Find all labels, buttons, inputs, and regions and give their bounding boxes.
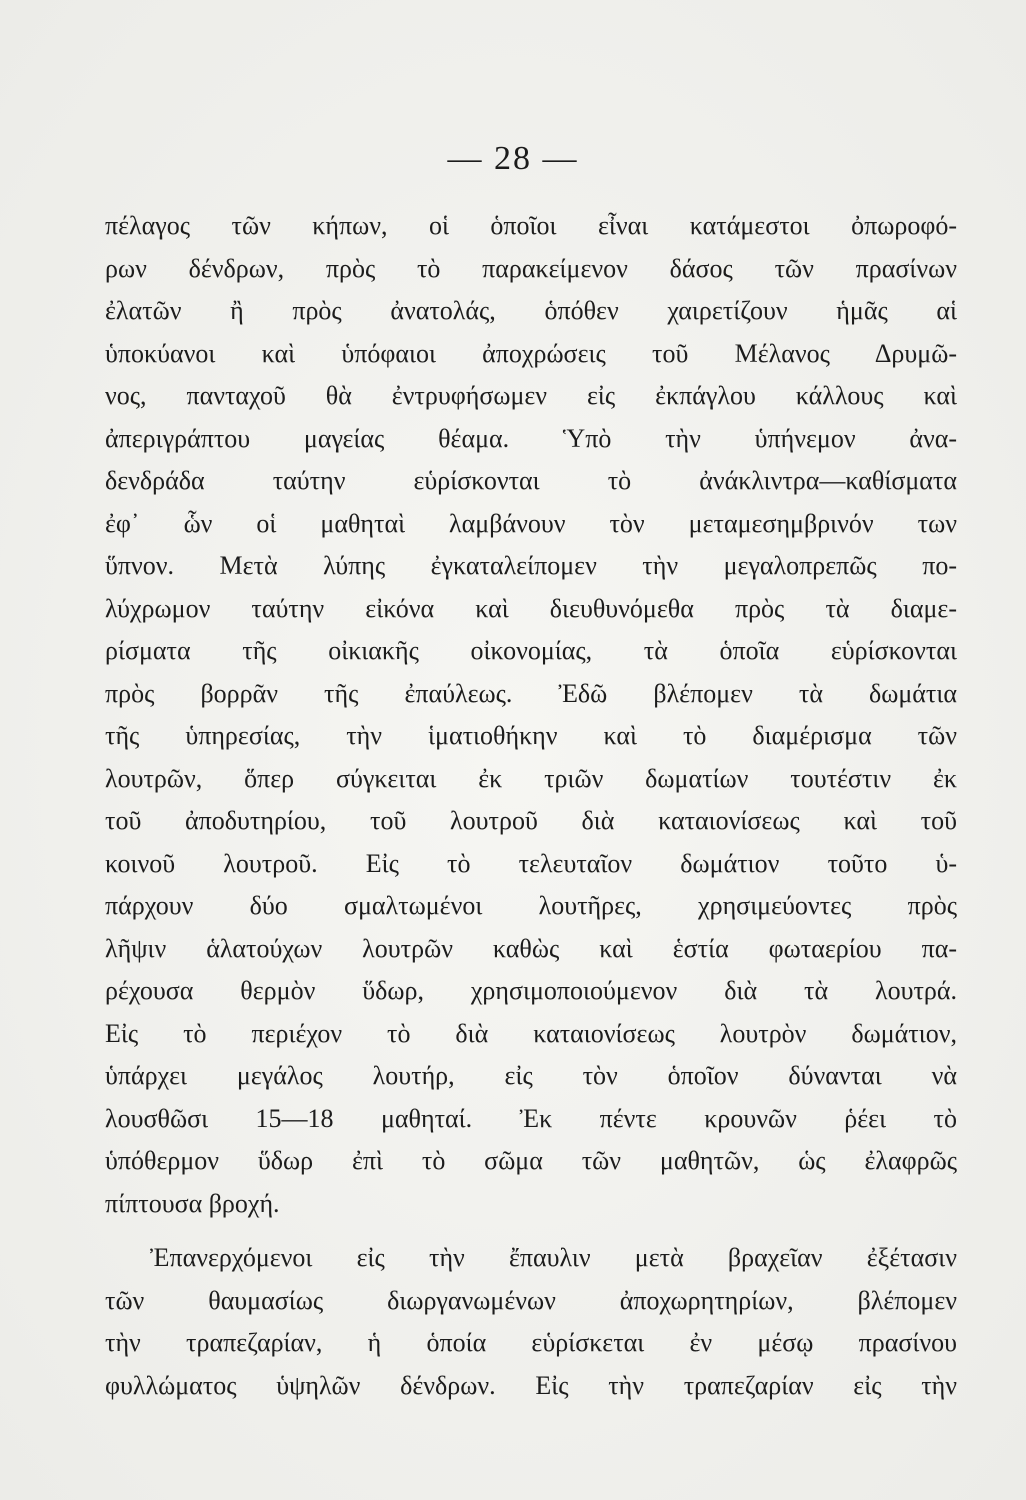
paragraph-gap: [105, 1225, 957, 1237]
text-line: ὑποκύανοι καὶ ὑπόφαιοι ἀποχρώσεις τοῦ Μέλανος Δρυμῶ-: [105, 338, 957, 368]
text-line: λῆψιν ἁλατούχων λουτρῶν καθὼς καὶ ἑστία φωταερίου πα-: [105, 933, 957, 963]
text-line: Εἰς τὸ περιέχον τὸ διὰ καταιονίσεως λουτρὸν δωμάτιον,: [105, 1018, 957, 1048]
text-line: τῶν θαυμασίως διωργανωμένων ἀποχωρητηρίων, βλέπομεν: [105, 1285, 957, 1315]
text-line: ρέχουσα θερμὸν ὕδωρ, χρησιμοποιούμενον διὰ τὰ λουτρά.: [105, 976, 957, 1005]
text-line: λουτρῶν, ὅπερ σύγκειται ἐκ τριῶν δωματίων τουτέστιν ἐκ: [105, 763, 957, 793]
text-line: ἐφ᾽ ὧν οἱ μαθηταὶ λαμβάνουν τὸν μεταμεσημβρινόν των: [105, 508, 957, 538]
text-line: Ἐπανερχόμενοι εἰς τὴν ἔπαυλιν μετὰ βραχεῖαν ἐξέτασιν: [150, 1243, 957, 1272]
text-line: φυλλώματος ὑψηλῶν δένδρων. Εἰς τὴν τραπεζαρίαν εἰς τὴν: [105, 1370, 957, 1400]
text-line: ἀπεριγράπτου μαγείας θέαμα. Ὑπὸ τὴν ὑπήνεμον ἀνα-: [105, 423, 957, 453]
paragraph: [105, 1237, 957, 1407]
text-line: ὑπάρχει μεγάλος λουτήρ, εἰς τὸν ὁποῖον δύνανται νὰ: [105, 1061, 957, 1090]
body-text: [105, 205, 957, 1407]
text-line: δενδράδα ταύτην εὑρίσκονται τὸ ἀνάκλιντρα—καθίσματα: [105, 466, 957, 495]
text-line: ρίσματα τῆς οἰκιακῆς οἰκονομίας, τὰ ὁποῖα εὑρίσκονται: [105, 636, 957, 665]
text-line: ὑπόθερμον ὕδωρ ἐπὶ τὸ σῶμα τῶν μαθητῶν, ὡς ἐλαφρῶς: [105, 1146, 957, 1175]
paragraph: [105, 205, 957, 1225]
text-line: ἐλατῶν ἢ πρὸς ἀνατολάς, ὁπόθεν χαιρετίζουν ἡμᾶς αἱ: [105, 296, 957, 325]
text-line: νος, πανταχοῦ θὰ ἐντρυφήσωμεν εἰς ἐκπάγλου κάλλους καὶ: [105, 381, 957, 410]
text-line: λύχρωμον ταύτην εἰκόνα καὶ διευθυνόμεθα πρὸς τὰ διαμε-: [105, 593, 957, 623]
text-line: τῆς ὑπηρεσίας, τὴν ἱματιοθήκην καὶ τὸ διαμέρισμα τῶν: [105, 721, 957, 750]
page-number: — 28 —: [447, 140, 579, 177]
text-line: πάρχουν δύο σμαλτωμένοι λουτῆρες, χρησιμεύοντες πρὸς: [105, 891, 957, 920]
text-line: λουσθῶσι 15—18 μαθηταί. Ἐκ πέντε κρουνῶν ῥέει τὸ: [105, 1103, 957, 1133]
text-line: τὴν τραπεζαρίαν, ἡ ὁποία εὑρίσκεται ἐν μέσῳ πρασίνου: [105, 1328, 957, 1357]
text-line: πίπτουσα βροχή.: [105, 1188, 280, 1218]
text-line: πέλαγος τῶν κήπων, οἱ ὁποῖοι εἶναι κατάμεστοι ὀπωροφό-: [105, 211, 957, 240]
text-line: τοῦ ἀποδυτηρίου, τοῦ λουτροῦ διὰ καταιονίσεως καὶ τοῦ: [105, 806, 957, 835]
text-line: ὕπνον. Μετὰ λύπης ἐγκαταλείπομεν τὴν μεγαλοπρεπῶς πο-: [105, 551, 957, 580]
text-line: κοινοῦ λουτροῦ. Εἰς τὸ τελευταῖον δωμάτιον τοῦτο ὑ-: [105, 848, 957, 878]
text-line: ρων δένδρων, πρὸς τὸ παρακείμενον δάσος τῶν πρασίνων: [105, 253, 957, 283]
text-line: πρὸς βορρᾶν τῆς ἐπαύλεως. Ἐδῶ βλέπομεν τὰ δωμάτια: [105, 678, 957, 708]
